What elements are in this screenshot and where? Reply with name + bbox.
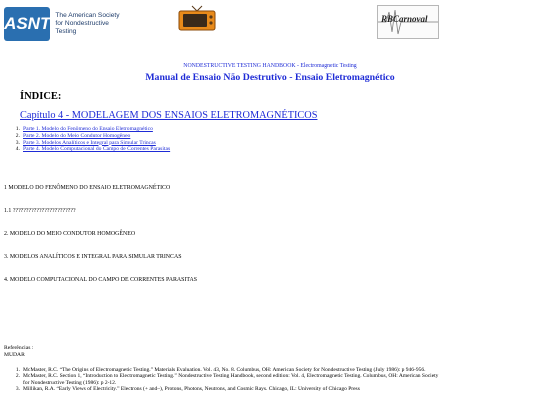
section-4-heading: 4. MODELO COMPUTACIONAL DO CAMPO DE CORRENTES PARASITAS bbox=[4, 277, 198, 283]
part-2-link[interactable]: Parte 2. Modelo do Meio Condutor Homogêneo bbox=[23, 132, 131, 139]
list-number: 4. bbox=[15, 146, 20, 153]
list-number: 3. bbox=[15, 139, 20, 146]
references-list bbox=[4, 367, 444, 393]
section-3-heading: 3. MODELOS ANALÍTICOS E INTEGRAL PARA SIMULAR TRINCAS bbox=[4, 254, 182, 260]
reference-text: Millikan, R.A. “Early Views of Electricity.” Electrons (+ and–), Protons, Photons, Neutrons, and Cosmic Rays. Chicago, IL: University of Chicago Press bbox=[23, 386, 360, 393]
asnt-logo-text bbox=[55, 12, 129, 36]
asnt-logo bbox=[4, 4, 129, 44]
page-title: Manual de Ensaio Não Destrutivo - Ensaio Eletromagnético bbox=[145, 72, 395, 83]
asnt-logo-line2: for Nondestructive Testing bbox=[55, 20, 109, 35]
references-note: MUDAR bbox=[4, 352, 25, 358]
list-number: 2. bbox=[15, 132, 20, 139]
television-icon bbox=[175, 4, 219, 32]
part-3-link[interactable]: Parte 3. Modelos Analíticos e Integral para Simular Trincas bbox=[23, 139, 156, 146]
part-4-link[interactable]: Parte 4. Modelo Computacional do Campo de Correntes Parasitas bbox=[23, 146, 171, 153]
reference-text: McMaster, R.C. “The Origins of Electromagnetic Testing.” Materials Evaluation. Vol. 43, No. 8. Columbus, OH: American Society for Nondestructive Testing (July 1986): p 946-956. bbox=[23, 367, 426, 373]
list-item bbox=[4, 146, 170, 153]
asnt-logo-mark: ASNT bbox=[4, 7, 50, 41]
list-item bbox=[4, 386, 444, 392]
list-number: 1. bbox=[15, 126, 20, 132]
part-1-link[interactable]: Parte 1. Modelo do Fenômeno do Ensaio Eletromagnético bbox=[23, 126, 153, 132]
list-item bbox=[4, 140, 170, 147]
list-item bbox=[4, 373, 444, 386]
index-heading: ÍNDICE: bbox=[20, 91, 62, 102]
reference-text: McMaster, R.C. Section 1, “Introduction to Electromagnetic Testing.” Nondestructive Testing Handbook, second edition: Vol. 4, Electromagnetic Testing. Columbus, OH: American Society for Nondestructive Testing (1986): p 2-12. bbox=[23, 373, 439, 386]
references-label: Referências : bbox=[4, 345, 34, 351]
list-item bbox=[4, 126, 170, 133]
parts-list bbox=[4, 126, 170, 153]
list-number: 1. bbox=[15, 367, 20, 373]
section-2-heading: 2. MODELO DO MEIO CONDUTOR HOMOGÊNEO bbox=[4, 231, 136, 237]
section-1-1-heading: 1.1 ???????????????????????? bbox=[4, 208, 76, 214]
handbook-subtitle: NONDESTRUCTIVE TESTING HANDBOOK - Electromagnetic Testing bbox=[183, 63, 357, 69]
list-item bbox=[4, 133, 170, 140]
list-number: 2. bbox=[15, 373, 20, 380]
asnt-logo-line1: The American Society bbox=[55, 12, 120, 19]
chapter-title-link[interactable]: Capítulo 4 - MODELAGEM DOS ENSAIOS ELETROMAGNÉTICOS bbox=[20, 110, 318, 121]
list-number: 3. bbox=[15, 386, 20, 393]
rb-logo-text: RBCarnoval bbox=[381, 14, 428, 24]
section-1-heading: 1 MODELO DO FENÔMENO DO ENSAIO ELETROMAGNÉTICO bbox=[4, 185, 171, 191]
